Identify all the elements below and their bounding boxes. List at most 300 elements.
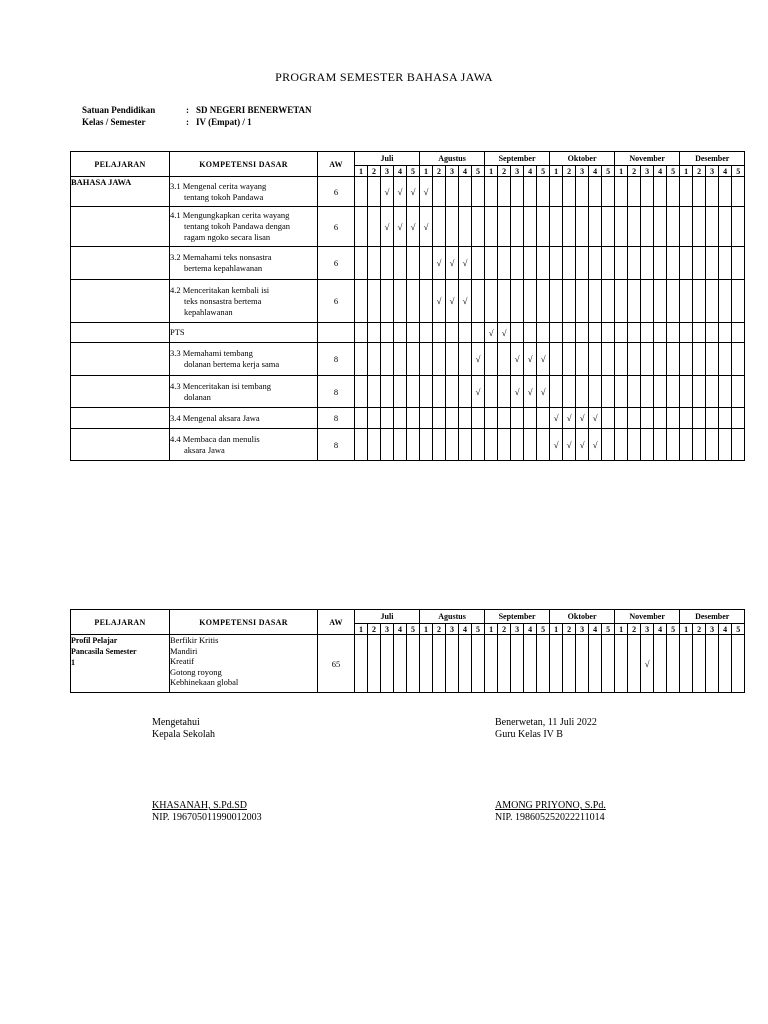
week-cell bbox=[693, 177, 706, 207]
week-cell bbox=[394, 247, 407, 280]
week-cell bbox=[589, 280, 602, 323]
week-cell bbox=[563, 635, 576, 693]
week-cell bbox=[576, 247, 589, 280]
week-cell bbox=[550, 323, 563, 343]
week-check-mark: √ bbox=[446, 247, 459, 280]
week-header: 3 bbox=[381, 624, 394, 635]
table-row bbox=[71, 177, 745, 207]
week-cell bbox=[667, 635, 680, 693]
week-cell bbox=[459, 207, 472, 247]
week-cell bbox=[472, 177, 485, 207]
signatory-name: KHASANAH, S.Pd.SD bbox=[152, 800, 248, 811]
week-header: 1 bbox=[550, 624, 563, 635]
week-cell bbox=[498, 207, 511, 247]
week-header: 3 bbox=[511, 166, 524, 177]
week-cell bbox=[602, 376, 615, 408]
week-header: 1 bbox=[680, 166, 693, 177]
week-cell bbox=[446, 323, 459, 343]
week-header: 5 bbox=[732, 624, 745, 635]
week-header: 5 bbox=[407, 166, 420, 177]
week-check-mark: √ bbox=[381, 207, 394, 247]
info-value: SD NEGERI BENERWETAN bbox=[196, 105, 312, 115]
week-header: 2 bbox=[563, 166, 576, 177]
week-cell bbox=[628, 323, 641, 343]
week-cell bbox=[641, 280, 654, 323]
week-cell bbox=[667, 280, 680, 323]
week-cell bbox=[602, 343, 615, 376]
week-cell bbox=[420, 429, 433, 461]
week-cell bbox=[433, 343, 446, 376]
week-cell bbox=[732, 376, 745, 408]
week-header: 1 bbox=[355, 166, 368, 177]
page-title: PROGRAM SEMESTER BAHASA JAWA bbox=[275, 70, 493, 84]
week-check-mark: √ bbox=[394, 177, 407, 207]
week-check-mark: √ bbox=[576, 429, 589, 461]
week-cell bbox=[394, 429, 407, 461]
week-cell bbox=[368, 177, 381, 207]
week-header: 4 bbox=[589, 624, 602, 635]
week-cell bbox=[459, 323, 472, 343]
kompetensi-dasar-cell bbox=[170, 408, 318, 429]
week-cell bbox=[537, 207, 550, 247]
week-cell bbox=[511, 323, 524, 343]
week-cell bbox=[563, 280, 576, 323]
kd-text-line: 3.2 Memahami teks nonsastra bbox=[170, 252, 272, 262]
week-check-mark: √ bbox=[589, 408, 602, 429]
week-header: 2 bbox=[368, 166, 381, 177]
week-cell bbox=[407, 408, 420, 429]
aw-cell: 8 bbox=[318, 343, 355, 376]
week-cell bbox=[589, 343, 602, 376]
kd-text-line: aksara Jawa bbox=[184, 444, 225, 455]
signature-line: Benerwetan, 11 Juli 2022 bbox=[495, 717, 597, 728]
week-cell bbox=[459, 429, 472, 461]
week-cell bbox=[615, 207, 628, 247]
week-cell bbox=[472, 408, 485, 429]
week-check-mark: √ bbox=[394, 207, 407, 247]
week-cell bbox=[654, 429, 667, 461]
signature-right-name-block bbox=[495, 800, 606, 824]
aw-cell: 8 bbox=[318, 408, 355, 429]
week-cell bbox=[446, 343, 459, 376]
week-header: 1 bbox=[420, 624, 433, 635]
week-cell bbox=[576, 343, 589, 376]
week-check-mark: √ bbox=[433, 247, 446, 280]
week-cell bbox=[719, 635, 732, 693]
week-header: 4 bbox=[524, 166, 537, 177]
week-cell bbox=[420, 247, 433, 280]
week-cell bbox=[680, 376, 693, 408]
week-header: 5 bbox=[537, 166, 550, 177]
week-header: 1 bbox=[615, 624, 628, 635]
kd-text-line: 3.3 Memahami tembang bbox=[170, 348, 253, 358]
week-cell bbox=[576, 323, 589, 343]
week-cell bbox=[680, 408, 693, 429]
week-cell bbox=[602, 635, 615, 693]
week-cell bbox=[433, 408, 446, 429]
week-cell bbox=[732, 177, 745, 207]
week-cell bbox=[719, 408, 732, 429]
week-check-mark: √ bbox=[511, 343, 524, 376]
week-header: 5 bbox=[602, 166, 615, 177]
week-check-mark: √ bbox=[563, 429, 576, 461]
week-cell bbox=[628, 635, 641, 693]
week-cell bbox=[524, 280, 537, 323]
week-cell bbox=[537, 177, 550, 207]
table-row bbox=[71, 408, 745, 429]
signatory-name: AMONG PRIYONO, S.Pd. bbox=[495, 800, 606, 811]
week-header: 4 bbox=[719, 166, 732, 177]
week-cell bbox=[563, 207, 576, 247]
week-cell bbox=[563, 343, 576, 376]
week-header: 2 bbox=[368, 624, 381, 635]
week-cell bbox=[628, 376, 641, 408]
week-cell bbox=[667, 247, 680, 280]
week-check-mark: √ bbox=[459, 280, 472, 323]
week-cell bbox=[485, 247, 498, 280]
week-cell bbox=[693, 247, 706, 280]
week-header: 1 bbox=[550, 166, 563, 177]
week-header: 2 bbox=[563, 624, 576, 635]
week-cell bbox=[706, 323, 719, 343]
week-cell bbox=[680, 343, 693, 376]
week-cell bbox=[407, 343, 420, 376]
week-cell bbox=[732, 280, 745, 323]
week-cell bbox=[602, 323, 615, 343]
subject-cell-empty bbox=[71, 280, 170, 323]
month-header: November bbox=[615, 152, 680, 166]
week-cell bbox=[524, 635, 537, 693]
month-header: Oktober bbox=[550, 610, 615, 624]
week-cell bbox=[381, 323, 394, 343]
week-cell bbox=[433, 323, 446, 343]
table-row bbox=[71, 280, 745, 323]
week-check-mark: √ bbox=[589, 429, 602, 461]
week-check-mark: √ bbox=[420, 177, 433, 207]
week-check-mark: √ bbox=[459, 247, 472, 280]
week-cell bbox=[589, 635, 602, 693]
week-check-mark: √ bbox=[472, 343, 485, 376]
week-cell bbox=[355, 207, 368, 247]
week-cell bbox=[368, 635, 381, 693]
week-header: 2 bbox=[693, 624, 706, 635]
week-cell bbox=[485, 343, 498, 376]
signature-left-heading bbox=[152, 717, 215, 741]
subject-cell-empty bbox=[71, 247, 170, 280]
week-cell bbox=[719, 280, 732, 323]
week-cell bbox=[550, 635, 563, 693]
week-cell bbox=[628, 177, 641, 207]
week-cell bbox=[589, 323, 602, 343]
week-cell bbox=[680, 635, 693, 693]
week-header: 1 bbox=[420, 166, 433, 177]
signatory-nip: NIP. 196705011990012003 bbox=[152, 812, 262, 823]
week-cell bbox=[368, 408, 381, 429]
week-cell bbox=[381, 429, 394, 461]
week-cell bbox=[498, 177, 511, 207]
week-cell bbox=[394, 635, 407, 693]
week-header: 1 bbox=[355, 624, 368, 635]
week-cell bbox=[537, 323, 550, 343]
week-cell bbox=[368, 376, 381, 408]
week-cell bbox=[433, 207, 446, 247]
week-header: 1 bbox=[680, 624, 693, 635]
week-check-mark: √ bbox=[511, 376, 524, 408]
week-check-mark: √ bbox=[485, 323, 498, 343]
week-cell bbox=[680, 429, 693, 461]
week-cell bbox=[355, 247, 368, 280]
week-cell bbox=[550, 376, 563, 408]
week-cell bbox=[446, 429, 459, 461]
kd-text-line: dolanan bertema kerja sama bbox=[184, 359, 280, 369]
week-cell bbox=[615, 247, 628, 280]
week-cell bbox=[693, 429, 706, 461]
week-cell bbox=[355, 635, 368, 693]
week-header: 3 bbox=[641, 166, 654, 177]
week-header: 2 bbox=[693, 166, 706, 177]
week-header: 4 bbox=[524, 624, 537, 635]
week-cell bbox=[628, 247, 641, 280]
week-cell bbox=[550, 177, 563, 207]
week-header: 3 bbox=[641, 624, 654, 635]
week-cell bbox=[511, 247, 524, 280]
aw-cell: 6 bbox=[318, 177, 355, 207]
header-pelajaran: PELAJARAN bbox=[71, 152, 170, 177]
week-cell bbox=[732, 343, 745, 376]
subject-cell-empty bbox=[71, 323, 170, 343]
week-cell bbox=[355, 343, 368, 376]
week-cell bbox=[472, 323, 485, 343]
week-cell bbox=[459, 177, 472, 207]
week-cell bbox=[407, 280, 420, 323]
week-cell bbox=[459, 343, 472, 376]
week-cell bbox=[680, 323, 693, 343]
aw-cell bbox=[318, 323, 355, 343]
week-cell bbox=[498, 408, 511, 429]
week-cell bbox=[732, 323, 745, 343]
week-header: 3 bbox=[576, 624, 589, 635]
week-cell bbox=[719, 343, 732, 376]
week-header: 4 bbox=[459, 166, 472, 177]
week-cell bbox=[563, 376, 576, 408]
week-header: 3 bbox=[446, 166, 459, 177]
week-cell bbox=[459, 376, 472, 408]
week-cell bbox=[706, 429, 719, 461]
week-cell bbox=[446, 376, 459, 408]
signature-right-heading bbox=[495, 717, 597, 741]
week-cell bbox=[641, 429, 654, 461]
week-cell bbox=[615, 343, 628, 376]
week-header: 2 bbox=[498, 624, 511, 635]
subject-text-line: 1 bbox=[71, 658, 75, 667]
kd-text-line: Gotong royong bbox=[170, 666, 222, 677]
kd-text-line: 3.1 Mengenal cerita wayang bbox=[170, 180, 267, 191]
kompetensi-dasar-cell bbox=[170, 247, 318, 280]
week-header: 5 bbox=[732, 166, 745, 177]
week-check-mark: √ bbox=[563, 408, 576, 429]
signature-line: Kepala Sekolah bbox=[152, 729, 216, 740]
month-header: Juli bbox=[355, 152, 420, 166]
week-cell bbox=[498, 247, 511, 280]
week-check-mark: √ bbox=[446, 280, 459, 323]
week-cell bbox=[732, 247, 745, 280]
week-cell bbox=[511, 635, 524, 693]
week-cell bbox=[407, 323, 420, 343]
kd-text-line: 3.4 Mengenal aksara Jawa bbox=[170, 412, 260, 423]
week-cell bbox=[602, 207, 615, 247]
week-header: 5 bbox=[667, 166, 680, 177]
week-header: 3 bbox=[511, 624, 524, 635]
week-cell bbox=[407, 635, 420, 693]
week-cell bbox=[537, 429, 550, 461]
week-cell bbox=[641, 376, 654, 408]
week-check-mark: √ bbox=[472, 376, 485, 408]
week-header: 2 bbox=[498, 166, 511, 177]
week-cell bbox=[732, 207, 745, 247]
signature-line: Mengetahui bbox=[152, 717, 200, 728]
info-value: IV (Empat) / 1 bbox=[196, 117, 252, 127]
week-cell bbox=[602, 429, 615, 461]
header-aw: AW bbox=[318, 152, 355, 177]
week-cell bbox=[511, 207, 524, 247]
table-row bbox=[71, 376, 745, 408]
week-cell bbox=[693, 280, 706, 323]
week-cell bbox=[628, 429, 641, 461]
week-cell bbox=[628, 408, 641, 429]
week-cell bbox=[654, 177, 667, 207]
subject-text-line: Profil Pelajar bbox=[71, 636, 118, 645]
week-cell bbox=[615, 429, 628, 461]
week-cell bbox=[719, 177, 732, 207]
info-separator: : bbox=[186, 117, 189, 127]
week-cell bbox=[446, 207, 459, 247]
week-cell bbox=[641, 408, 654, 429]
week-cell bbox=[355, 429, 368, 461]
week-cell bbox=[381, 247, 394, 280]
week-cell bbox=[394, 280, 407, 323]
week-cell bbox=[498, 280, 511, 323]
week-cell bbox=[524, 323, 537, 343]
week-cell bbox=[641, 323, 654, 343]
week-cell bbox=[407, 376, 420, 408]
week-cell bbox=[381, 280, 394, 323]
aw-cell: 65 bbox=[318, 635, 355, 693]
week-cell bbox=[706, 635, 719, 693]
week-cell bbox=[563, 177, 576, 207]
info-separator: : bbox=[186, 105, 189, 115]
week-cell bbox=[667, 376, 680, 408]
kd-text-line: Kreatif bbox=[170, 656, 195, 666]
kd-text-line: tentang tokoh Pandawa dengan bbox=[184, 221, 290, 231]
week-cell bbox=[524, 207, 537, 247]
week-cell bbox=[524, 408, 537, 429]
aw-cell: 6 bbox=[318, 280, 355, 323]
week-cell bbox=[472, 429, 485, 461]
week-cell bbox=[498, 343, 511, 376]
week-cell bbox=[667, 177, 680, 207]
week-cell bbox=[719, 247, 732, 280]
week-check-mark: √ bbox=[524, 343, 537, 376]
week-header: 1 bbox=[485, 624, 498, 635]
week-cell bbox=[693, 207, 706, 247]
week-cell bbox=[472, 207, 485, 247]
month-header: Juli bbox=[355, 610, 420, 624]
week-cell bbox=[706, 247, 719, 280]
week-cell bbox=[355, 280, 368, 323]
week-header: 4 bbox=[654, 624, 667, 635]
subject-cell bbox=[71, 635, 170, 693]
week-cell bbox=[355, 408, 368, 429]
week-header: 4 bbox=[394, 166, 407, 177]
kd-text-line: bertema kepahlawanan bbox=[184, 263, 263, 273]
month-header: September bbox=[485, 152, 550, 166]
week-header: 3 bbox=[706, 166, 719, 177]
week-cell bbox=[615, 280, 628, 323]
kd-text-line: Kebhinekaan global bbox=[170, 677, 239, 687]
month-header: Desember bbox=[680, 610, 745, 624]
week-cell bbox=[576, 376, 589, 408]
subject-cell-empty bbox=[71, 408, 170, 429]
week-cell bbox=[368, 323, 381, 343]
week-cell bbox=[498, 376, 511, 408]
week-header: 3 bbox=[576, 166, 589, 177]
week-cell bbox=[719, 429, 732, 461]
subject-text-line: Pancasila Semester bbox=[71, 647, 137, 656]
week-cell bbox=[511, 280, 524, 323]
week-cell bbox=[524, 429, 537, 461]
week-header: 2 bbox=[433, 166, 446, 177]
week-cell bbox=[706, 376, 719, 408]
week-header: 5 bbox=[472, 166, 485, 177]
week-cell bbox=[420, 323, 433, 343]
week-cell bbox=[589, 177, 602, 207]
week-cell bbox=[420, 343, 433, 376]
week-check-mark: √ bbox=[576, 408, 589, 429]
subject-cell-empty bbox=[71, 376, 170, 408]
week-cell bbox=[641, 177, 654, 207]
week-cell bbox=[719, 376, 732, 408]
week-cell bbox=[641, 343, 654, 376]
kd-text-line: 4.2 Menceritakan kembali isi bbox=[170, 284, 270, 295]
week-cell bbox=[615, 376, 628, 408]
week-cell bbox=[472, 247, 485, 280]
week-cell bbox=[732, 429, 745, 461]
week-cell bbox=[563, 323, 576, 343]
week-cell bbox=[524, 177, 537, 207]
week-cell bbox=[641, 207, 654, 247]
week-cell bbox=[368, 207, 381, 247]
kd-text-line: PTS bbox=[170, 327, 185, 337]
week-cell bbox=[420, 408, 433, 429]
week-cell bbox=[420, 280, 433, 323]
week-header: 2 bbox=[628, 624, 641, 635]
week-cell bbox=[654, 323, 667, 343]
week-cell bbox=[433, 376, 446, 408]
aw-cell: 8 bbox=[318, 429, 355, 461]
week-header: 5 bbox=[537, 624, 550, 635]
week-cell bbox=[420, 635, 433, 693]
week-cell bbox=[667, 429, 680, 461]
kompetensi-dasar-cell bbox=[170, 635, 318, 693]
week-cell bbox=[537, 408, 550, 429]
week-cell bbox=[667, 408, 680, 429]
info-satuan-pendidikan bbox=[82, 105, 312, 115]
kd-text-line: ragam ngoko secara lisan bbox=[184, 232, 271, 242]
week-check-mark: √ bbox=[537, 376, 550, 408]
week-cell bbox=[381, 376, 394, 408]
week-cell bbox=[693, 343, 706, 376]
kd-text-line: 4.1 Mengungkapkan cerita wayang bbox=[170, 210, 290, 220]
